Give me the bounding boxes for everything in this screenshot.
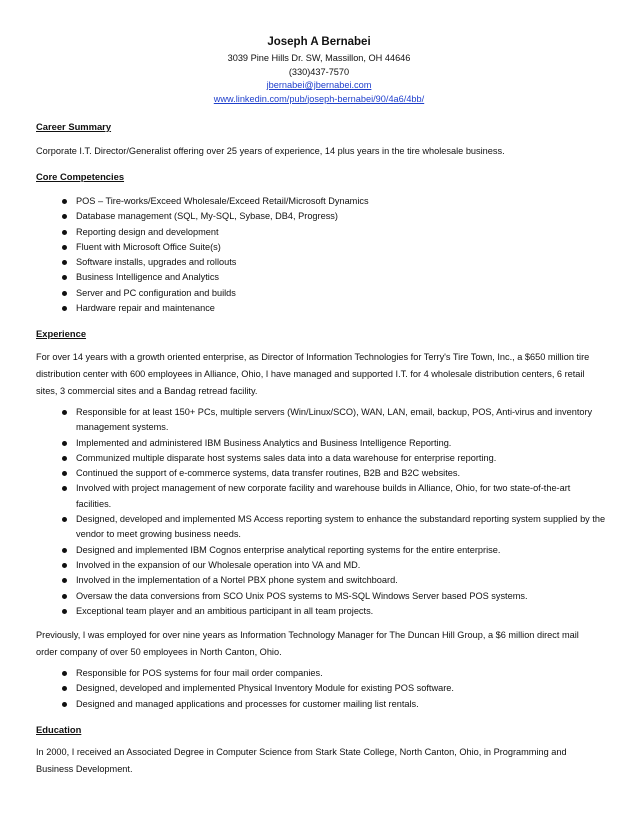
phone: (330)437-7570 bbox=[288, 66, 350, 77]
list-item-text: Involved in the implementation of a Nortel PBX phone system and switchboard. bbox=[76, 575, 398, 586]
experience-intro: For over 14 years with a growth oriented enterprise, as Director of Information Technologies for Terry's Tire Town, Inc., a $650 million tire distribution center with 600 employees in Alliance, Ohio, I have managed and supported I.T. for 4 wholesale distribution centers, 6 retail sites, 3 commercial sites and a Bandag retread facility. bbox=[36, 352, 590, 396]
list-item bbox=[62, 481, 607, 512]
bullet-icon bbox=[62, 609, 67, 614]
bullet-icon bbox=[62, 306, 67, 311]
education-heading: Education bbox=[36, 724, 82, 735]
list-item-text: Designed and implemented IBM Cognos enterprise analytical reporting systems for the entire enterprise. bbox=[76, 544, 501, 555]
list-item bbox=[62, 543, 607, 558]
list-item bbox=[62, 301, 607, 316]
list-item bbox=[62, 225, 607, 240]
list-item-text: Business Intelligence and Analytics bbox=[76, 272, 220, 283]
list-item-text: Designed, developed and implemented MS Access reporting system to enhance the substandard reporting system supplied by the vendor to meet growing business needs. bbox=[76, 514, 606, 540]
experience-heading: Experience bbox=[36, 328, 87, 339]
bullet-icon bbox=[62, 486, 67, 491]
list-item bbox=[62, 194, 607, 209]
list-item-text: Hardware repair and maintenance bbox=[76, 303, 215, 314]
list-item bbox=[62, 255, 607, 270]
career-summary-heading: Career Summary bbox=[36, 121, 112, 132]
bullet-icon bbox=[62, 260, 67, 265]
list-item-text: Involved with project management of new corporate facility and warehouse builds in Alliance, Ohio, for two state-of-the-art facilities. bbox=[76, 483, 571, 509]
bullet-icon bbox=[62, 410, 67, 415]
bullet-icon bbox=[62, 199, 67, 204]
list-item bbox=[62, 240, 607, 255]
bullet-icon bbox=[62, 230, 67, 235]
bullet-icon bbox=[62, 471, 67, 476]
list-item bbox=[62, 209, 607, 224]
bullet-icon bbox=[62, 517, 67, 522]
bullet-icon bbox=[62, 594, 67, 599]
list-item bbox=[62, 681, 607, 696]
list-item bbox=[62, 451, 607, 466]
previous-experience-list bbox=[62, 666, 607, 712]
list-item-text: Reporting design and development bbox=[76, 226, 219, 237]
list-item bbox=[62, 573, 607, 588]
list-item bbox=[62, 286, 607, 301]
bullet-icon bbox=[62, 563, 67, 568]
previous-experience-intro: Previously, I was employed for over nine years as Information Technology Manager for The Duncan Hill Group, a $6 million direct mail order company of over 50 employees in North Canton, Ohio. bbox=[36, 630, 579, 657]
list-item-text: Responsible for POS systems for four mail order companies. bbox=[76, 668, 323, 678]
bullet-icon bbox=[62, 245, 67, 250]
address: 3039 Pine Hills Dr. SW, Massillon, OH 44646 bbox=[227, 53, 411, 63]
list-item-text: Software installs, upgrades and rollouts bbox=[76, 257, 237, 268]
list-item-text: Continued the support of e-commerce systems, data transfer routines, B2B and B2C websites. bbox=[76, 468, 461, 479]
list-item-text: Communized multiple disparate host systems sales data into a data warehouse for enterprise reporting. bbox=[76, 452, 497, 463]
bullet-icon bbox=[62, 456, 67, 461]
list-item bbox=[62, 589, 607, 604]
list-item bbox=[62, 466, 607, 481]
list-item-text: Oversaw the data conversions from SCO Unix POS systems to MS-SQL Windows Server based POS systems. bbox=[76, 590, 528, 601]
career-summary-text: Corporate I.T. Director/Generalist offering over 25 years of experience, 14 plus years in the tire wholesale business. bbox=[36, 146, 505, 156]
list-item-text: POS – Tire-works/Exceed Wholesale/Exceed Retail/Microsoft Dynamics bbox=[76, 196, 369, 206]
bullet-icon bbox=[62, 686, 67, 691]
list-item-text: Involved in the expansion of our Wholesale operation into VA and MD. bbox=[76, 559, 361, 570]
bullet-icon bbox=[62, 702, 67, 707]
list-item-text: Designed, developed and implemented Physical Inventory Module for existing POS software. bbox=[76, 683, 454, 694]
experience-list bbox=[62, 405, 607, 619]
email-link[interactable]: jbernabei@jbernabei.com bbox=[266, 80, 372, 90]
list-item-text: Database management (SQL, My-SQL, Sybase, DB4, Progress) bbox=[76, 211, 338, 222]
list-item-text: Server and PC configuration and builds bbox=[76, 287, 236, 298]
bullet-icon bbox=[62, 291, 67, 296]
list-item-text: Responsible for at least 150+ PCs, multiple servers (Win/Linux/SCO), WAN, LAN, email, backup, POS, Anti-virus and inventory management systems. bbox=[76, 407, 593, 433]
core-competencies-heading: Core Competencies bbox=[36, 171, 125, 182]
bullet-icon bbox=[62, 578, 67, 583]
linkedin-link[interactable]: www.linkedin.com/pub/joseph-bernabei/90/4a6/4bb/ bbox=[213, 93, 425, 104]
list-item bbox=[62, 436, 607, 451]
education-text: In 2000, I received an Associated Degree in Computer Science from Stark State College, North Canton, Ohio, in Programming and Business Development. bbox=[36, 747, 567, 774]
bullet-icon bbox=[62, 275, 67, 280]
list-item bbox=[62, 270, 607, 285]
list-item bbox=[62, 604, 607, 619]
candidate-name: Joseph A Bernabei bbox=[267, 36, 371, 48]
list-item bbox=[62, 666, 607, 681]
resume-header bbox=[0, 36, 638, 106]
core-competencies-list bbox=[62, 194, 607, 316]
list-item-text: Fluent with Microsoft Office Suite(s) bbox=[76, 241, 221, 252]
list-item bbox=[62, 558, 607, 573]
bullet-icon bbox=[62, 548, 67, 553]
bullet-icon bbox=[62, 671, 67, 676]
list-item bbox=[62, 512, 607, 543]
list-item-text: Exceptional team player and an ambitious participant in all team projects. bbox=[76, 605, 374, 616]
list-item bbox=[62, 405, 607, 436]
bullet-icon bbox=[62, 441, 67, 446]
list-item-text: Implemented and administered IBM Business Analytics and Business Intelligence Reporting. bbox=[76, 437, 452, 448]
list-item-text: Designed and managed applications and processes for customer mailing list rentals. bbox=[76, 698, 419, 709]
list-item bbox=[62, 697, 607, 712]
bullet-icon bbox=[62, 214, 67, 219]
